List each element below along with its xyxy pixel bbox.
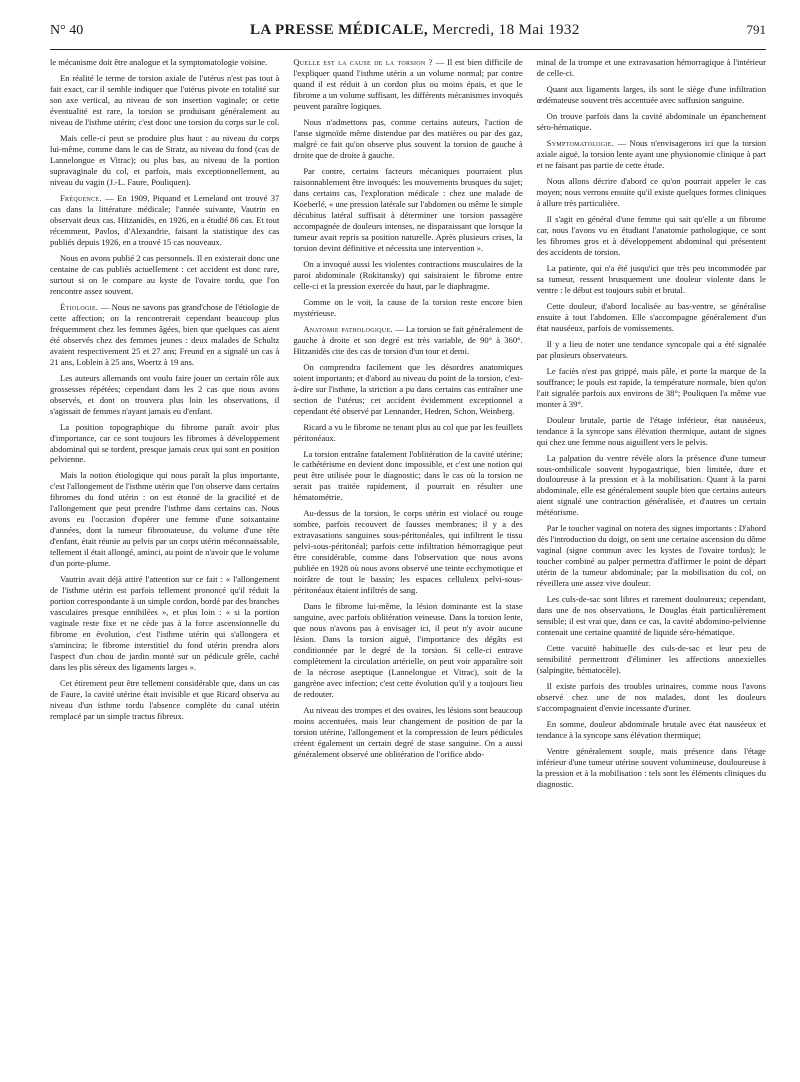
paragraph	[50, 193, 279, 248]
paragraph-text: minal de la trompe et une extravasation hémorragique à l'intérieur de celle-ci.	[536, 57, 766, 78]
article-body	[50, 57, 766, 795]
paragraph-text: La torsion entraîne fatalement l'oblitération de la cavité utérine; le cathétérisme en devient donc impossible, et c'est une notion qui peut être utilisée pour le diagnostic; dans le cas où la torsion ne serait pas traitée rapidement, il pourrait en résulter une hématométrie.	[293, 448, 523, 503]
paragraph	[537, 746, 766, 790]
paragraph	[537, 643, 766, 676]
paragraph-text: — En 1909, Piquand et Lemeland ont trouvé 37 cas dans la littérature médicale; l'année suivante, Vautrin en observait deux cas. Hitzanidès, en 1926, en a étudié 86 cas. Et tout récemment, Pavlos, d'Alexandrie, faisant la statistique des cas publiés depuis 1926, en a trouvé 15 cas nouveaux.	[50, 192, 280, 247]
paragraph	[537, 301, 766, 334]
paragraph-text: Dans le fibrome lui-même, la lésion dominante est la stase sanguine, avec parfois oblitération veineuse. Dans la torsion lente, que nous n'avons pas à envisager ici, il peut n'y avoir aucune lésion. Dans la torsion aiguë, l'importance des dégâts est conditionnée par le degré de la torsion. Si celle-ci entrave complètement la circulation artérielle, on peut voir apparaître soit de la nécrose aseptique (Lannelongue et Vitrac), soit de la gangrène avec infection; c'est cette évolution qu'il y a toujours lieu de redouter.	[293, 601, 523, 700]
section-heading: Symptomatologie.	[546, 137, 615, 148]
paragraph-text: le mécanisme doit être analogue et la symptomatologie voisine.	[50, 57, 268, 67]
paragraph	[50, 302, 279, 368]
paragraph	[537, 176, 766, 209]
paragraph	[50, 73, 279, 128]
paragraph	[537, 339, 766, 361]
masthead	[250, 22, 580, 39]
page-number: 791	[746, 22, 766, 37]
paragraph	[293, 324, 522, 357]
paragraph	[537, 138, 766, 171]
paragraph-text: Vautrin avait déjà attiré l'attention sur ce fait : « l'allongement de l'isthme utérin est parfois tellement prononcé qu'il réduit la portion correspondante à un simple cordon, bordé par des branches vasculaires presque ennihilées », et plus loin : « si la portion vaginale reste fixe et ne cède pas à la force ascensionnelle du fibrome en évolution, c'est l'isthme utérin qui s'allongera et s'amincira; le fibrome interstitiel du fond utérin prendra alors l'aspect d'un chou de jardin monté sur un pédicule grêle, caché dans les plis séreux des ligaments larges ».	[50, 574, 280, 673]
paragraph-text: Ricard a vu le fibrome ne tenant plus au col que par les feuillets péritonéaux.	[293, 421, 523, 443]
issue-number: N° 40	[50, 23, 84, 38]
paragraph	[537, 453, 766, 519]
paragraph	[50, 470, 279, 569]
paragraph-text: Cet étirement peut être tellement considérable que, dans un cas de Faure, la cavité utérine était invisible et que Ricard observa au niveau d'un isthme tordu l'absence complète du canal utérin remplacé par un simple tractus fibreux.	[50, 678, 280, 722]
paragraph	[293, 362, 522, 417]
paragraph	[537, 415, 766, 448]
paragraph-text: La patiente, qui n'a été jusqu'ici que très peu incommodée par sa tumeur, ressent brusquement une douleur violente dans le ventre : le début est toujours subit et brutal.	[536, 262, 766, 295]
paragraph	[50, 422, 279, 466]
paragraph	[293, 117, 522, 161]
paragraph	[293, 259, 522, 292]
paragraph	[293, 449, 522, 504]
paragraph-text: Nous en avons publié 2 cas personnels. Il en existerait donc une centaine de cas publiés actuellement : cet accident est donc rare, surtout si on le compare au kyste de l'ovaire tordu, que l'on rencontre assez souvent.	[50, 252, 280, 296]
paragraph	[537, 214, 766, 258]
paragraph-text: — La torsion se fait généralement de gauche à droite et son degré est très variable, de 90° à 360°. Hitzanidès cite des cas de torsion d'un tour et demi.	[293, 323, 523, 356]
paragraph	[537, 594, 766, 638]
paragraph	[537, 84, 766, 106]
paragraph-text: La position topographique du fibrome paraît avoir plus d'importance, car ce sont toujours les fibromes à développement abdominal qui se tordent, presque jamais ceux qui sont en position pelvienne.	[50, 421, 280, 465]
paragraph-text: Quant aux ligaments larges, ils sont le siège d'une infiltration œdémateuse souvent très accentuée avec suffusion sanguine.	[536, 83, 766, 105]
paragraph	[293, 508, 522, 596]
paragraph	[537, 57, 766, 79]
paragraph-text: Les culs-de-sac sont libres et rarement douloureux; cependant, dans une de nos observations, le Douglas était particulièrement sensible; il est vrai que, dans ce cas, la cavité abdomino-pelvienne contenait une certaine quantité de liquide séro-hématique.	[536, 594, 766, 638]
paragraph-text: Par le toucher vaginal on notera des signes importants : D'abord dès l'introduction du doigt, on sent une certaine ascension du dôme vaginal (signe commun avec les kystes de l'ovaire tordus); le toucher combiné au palper permettra d'affirmer le point de départ utérin de la tumeur abdominale; par la mobilisation du col, on réveillera une assez vive douleur.	[536, 523, 766, 589]
paragraph-text: — Nous ne savons pas grand'chose de l'étiologie de cette affection; on la rencontrerait cependant beaucoup plus fréquemment chez les femmes âgées, bien que quelques cas aient été observés chez des femmes jeunes : deux malades de Schultz avaient respectivement 25 et 27 ans; Freund en a signalé un cas à 21 ans, Loblein à 25 ans, Woertz à 19 ans.	[50, 301, 280, 367]
column-2	[293, 57, 522, 795]
paragraph-text: Nous allons décrire d'abord ce qu'on pourrait appeler le cas moyen; nous verrons ensuite qu'il existe quelques formes cliniques à allure très particulière.	[536, 175, 766, 208]
paragraph-text: Il s'agit en général d'une femme qui sait qu'elle a un fibrome car, nous l'avons vu en étudiant l'anatomie pathologique, ce sont les fibromes gros et à développement abdominal qui présentent des accidents de torsion.	[536, 213, 766, 257]
paragraph-text: Mais celle-ci peut se produire plus haut : au niveau du corps lui-même, comme dans le cas de Stratz, au niveau du fond (cas de Lannelongue et Vitrac); ou plus bas, au niveau de la portion supravaginale du col, et parfois, mais exceptionnellement, au niveau du vagin (J.-L. Faure, Pouliquen).	[50, 132, 280, 187]
paragraph-text: Mais la notion étiologique qui nous paraît la plus importante, c'est l'allongement de l'isthme utérin que l'on observe dans certains fibromes du fond utérin : on est étonné de la gracilité et de l'allongement que peut prendre l'isthme dans certains cas. Nous avons eu l'occasion d'opérer une femme d'une soixantaine d'années, dont la tumeur fibromateuse, du volume d'une tête d'enfant, était réunie au pelvis par un corps utérin méconnaissable, tellement il était allongé, aminci, au point de n'avoir que le volume d'un porte-plume.	[50, 470, 280, 569]
page-header	[50, 22, 766, 50]
paragraph-text: En somme, douleur abdominale brutale avec état nauséeux et tendance à la syncope sans élévation thermique;	[536, 719, 766, 741]
paragraph	[537, 111, 766, 133]
paragraph-text: On comprendra facilement que les désordres anatomiques soient importants; et d'abord au niveau du point de la torsion, c'est-à-dire sur l'isthme, la striction a pu dans certains cas entraîner une section de l'utérus; cet accident évidemment exceptionnel a cependant été observé par Lennander, Hedren, Schon, Weinberg.	[293, 361, 523, 416]
paragraph	[50, 133, 279, 188]
paragraph-text: Il y a lieu de noter une tendance syncopale qui a été signalée par plusieurs observateurs.	[536, 338, 766, 360]
paragraph	[50, 57, 279, 68]
section-heading: Anatomie pathologique.	[303, 323, 393, 334]
column-3	[537, 57, 766, 795]
paragraph-text: Cette vacuité habituelle des culs-de-sac et leur peu de sensibilité permettront d'éliminer les affections annexielles (salpingite, hématocèle).	[536, 643, 766, 676]
section-heading: Quelle est la cause de la torsion ?	[293, 57, 433, 67]
journal-title: LA PRESSE MÉDICALE,	[249, 22, 429, 38]
paragraph-text: Par contre, certains facteurs mécaniques pourraient plus raisonnablement être invoqués: les mouvements brusques du sujet; dans certains cas, l'exploration médicale : chez une malade de Koeberlé, « une pression latérale sur l'abdomen ou même le simple décubitus latéral suffisait à déterminer une torsion passagère accompagnée de douleurs intenses, ne disparaissant que lorsque la tumeur avait repris sa position naturelle. Après plusieurs crises, la torsion devint définitive et nécessita une intervention ».	[293, 165, 523, 253]
column-1	[50, 57, 279, 795]
paragraph	[537, 366, 766, 410]
paragraph	[293, 297, 522, 319]
paragraph	[293, 705, 522, 760]
paragraph-text: Il existe parfois des troubles urinaires, comme nous l'avons observé chez une de nos malades, dont les douleurs s'accompagnaient d'envie incessante d'uriner.	[536, 681, 766, 714]
paragraph	[50, 373, 279, 417]
section-heading: Fréquence.	[60, 192, 102, 203]
paragraph-text: En réalité le terme de torsion axiale de l'utérus n'est pas tout à fait exact, car il semble indiquer que l'utérus pivote en totalité sur son axe vertical, au niveau de son insertion vaginale; or cette éventualité est rare, la torsion se produisant généralement au niveau de l'isthme utérin; c'est donc une torsion du corps sur le col.	[50, 72, 280, 127]
paragraph-text: Nous n'admettons pas, comme certains auteurs, l'action de l'anse sigmoïde même distendue par des matières ou par des gaz, malgré ce fait qu'on observe plus souvent la torsion de gauche à droite que de droite à gauche.	[293, 116, 523, 160]
paragraph-text: Ventre généralement souple, mais présence dans l'étage inférieur d'une tumeur utérine souvent volumineuse, douloureuse à la pression et à la mobilisation : tels sont les éléments cliniques du diagnostic.	[536, 746, 766, 790]
paragraph-text: Douleur brutale, partie de l'étage inférieur, état nauséeux, tendance à la syncope sans élévation thermique, autant de signes qui chez une femme nous aiguillent vers le pelvis.	[536, 414, 766, 447]
paragraph	[537, 263, 766, 296]
section-heading: Étiologie.	[60, 301, 99, 312]
paragraph-text: Au-dessus de la torsion, le corps utérin est violacé ou rouge sombre, parfois recouvert de fausses membranes; il y a des extravasations sanguines sous-péritonéales, qui infiltrent le tissu pelvi-sous-péritonéal; parfois cette infiltration hémorragique peut être considérable, comme dans l'observation que nous avons publiée en 1928 où nous avons observé une teinte ecchymotique et noirâtre de tout le bassin; les espaces celluleux pelvi-sous-péritonéaux étaient infiltrés de sang.	[293, 508, 523, 596]
paragraph	[50, 678, 279, 722]
paragraph-text: — Nous n'envisagerons ici que la torsion axiale aiguë, la torsion lente ayant une physionomie clinique à part et ne faisant pas partie de cette étude.	[536, 137, 766, 170]
paragraph-text: Comme on le voit, la cause de la torsion reste encore bien mystérieuse.	[293, 296, 523, 318]
paragraph-text: Cette douleur, d'abord localisée au bas-ventre, se généralise ensuite à tout l'abdomen. Elle s'accompagne généralement d'un état nauséeux, parfois de vomissements.	[536, 300, 766, 333]
paragraph	[293, 422, 522, 444]
paragraph	[293, 601, 522, 700]
paragraph	[537, 523, 766, 589]
paragraph-text: On a invoqué aussi les violentes contractions musculaires de la paroi abdominale (Rokitansky) qui saisiraient le fibrome entre celle-ci et la pression exercée du haut, par le diaphragme.	[293, 258, 523, 291]
paragraph-text: Au niveau des trompes et des ovaires, les lésions sont beaucoup moins accentuées, mais leur changement de position de par la torsion utérine, l'allongement et la compression de leurs pédicules créent également un certain degré de stase sanguine. On a aussi généralement observé une oblitération de l'orifice abdo-	[293, 705, 523, 760]
paragraph-text: Les auteurs allemands ont voulu faire jouer un certain rôle aux grossesses répétées; cependant dans les 2 cas que nous avons observés, et dont on trouvera plus loin les observations, il s'agissait de femmes n'ayant jamais eu d'enfant.	[50, 372, 280, 416]
paragraph	[537, 719, 766, 741]
paragraph	[50, 253, 279, 297]
paragraph-text: On trouve parfois dans la cavité abdominale un épanchement séro-hématique.	[536, 110, 766, 132]
issue-date: Mercredi, 18 Mai 1932	[432, 22, 580, 38]
paragraph	[293, 57, 522, 112]
paragraph	[50, 574, 279, 673]
paragraph	[537, 681, 766, 714]
paragraph-text: La palpation du ventre révèle alors la présence d'une tumeur sous-ombilicale souvent hypogastrique, bien limitée, dure et douloureuse à la pression et à la mobilisation. Quant à la paroi abdominale, elle est généralement souple bien que certains auteurs aient signalé une contraction généralisée, et d'autres un certain météorisme.	[536, 452, 766, 518]
paragraph	[293, 166, 522, 254]
paragraph-text: — Il est bien difficile de l'expliquer quand l'isthme utérin a un volume normal; par contre quand il est réduit à un cordon plus ou moins épais, et que le fibrome a un volume suffisant, les différents mécanismes invoqués peuvent paraître logiques.	[293, 57, 523, 111]
paragraph-text: Le faciès n'est pas grippé, mais pâle, et porte la marque de la souffrance; le pouls est rapide, la température normale, bien qu'on l'ait signalée parfois aux environs de 38°; Pouliquen l'a même vue monter à 39°.	[536, 365, 766, 409]
